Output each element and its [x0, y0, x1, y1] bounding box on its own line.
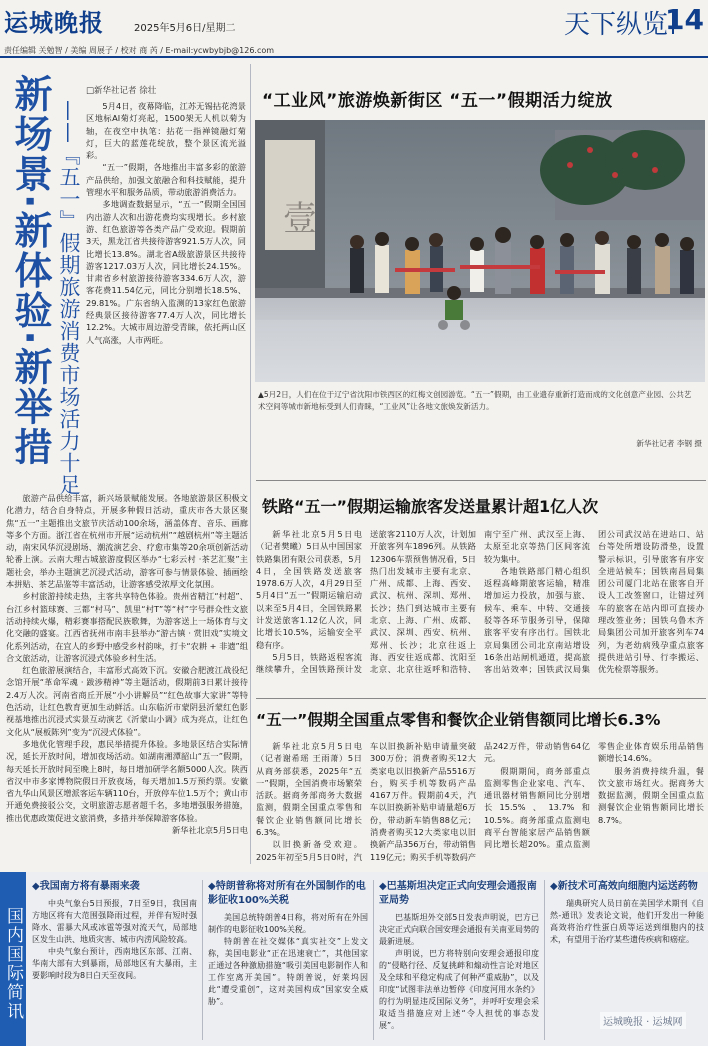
- rail-headline: 铁路“五一”假期运输旅客发送量累计超1亿人次: [262, 497, 599, 516]
- brief-title: ◆巴基斯坦决定正式向安理会通报南亚局势: [379, 881, 537, 906]
- brief-text: [32, 898, 197, 982]
- brief-item: [32, 880, 197, 1040]
- news-photo: [255, 120, 705, 382]
- lead-headline: 新场景·新体验·新举措: [8, 74, 52, 467]
- brief-paragraph: 巴基斯坦外交部5日发表声明说，巴方已决定正式向联合国安理会通报有关南亚局势的最新进展。: [379, 913, 539, 946]
- lead-paragraph: “五一”假期，各地推出丰富多彩的旅游产品供给，加强文旅融合和科技赋能，提升管理水平和服务品质，带动旅游消费活力。: [86, 162, 246, 198]
- lead-paragraph: 乡村旅游持续走热，主客共享特色体验。贵州省精江“村超”、台江乡村篮球赛、三都“村马”、凯里“村T”等“村”字号群众性文旅活动持续火爆，精彩赛事搭配民族歌舞，为游客送上一场体育与文化交融的盛宴。江西省抚州市南丰县举办“游古镇 · 赏旧戏”实境文化系列活动，在宜人的乡野中感受乡村韵味，打卡“农耕 + 非遗”组合文旅活动，让游客沉浸式体验乡村生活。: [6, 591, 248, 663]
- rail-paragraph: 各地铁路部门精心组织返程高峰期旅客运输，精准增加运力投放，加强与旅、候车、乘车、中转、交通接驳等各环节服务引导，保障旅客平安有序出行。国铁北京局集团公司北京南站增设16条出站闸机通道，提高旅客出站效率；国铁武汉局集团公司武汉站在进站口、站台等处所增设防滑垫，设置警示标识，引导旅客有序安全进站候车；国铁南昌局集团公司厦门北站在旅客自开设人工改签窗口，让错过列车的旅客在站内即可直接办理改签业务；国铁乌鲁木齐局集团公司加开旅客列车74列，为老幼病残孕重点旅客提供进站引导、行李搬运、优先检票等服务。: [484, 529, 704, 675]
- brief-item: [379, 880, 539, 1040]
- masthead: [0, 0, 708, 44]
- lead-paragraph: 旅游产品供给丰富，新兴场景赋能发展。各地旅游景区积极文化潜力，结合自身特点，开展多种假日活动，重庆市各大景区聚焦“五一”主题推出文旅节庆活动100余场，涵盖体育、音乐、画廊等多个方面。浙江省在杭州市开展“运动杭州”“越剧杭州”等主题活动，南宋风华沉浸剧场、潮流演艺会、疗愈市集等20余项创新活动轮番上演。云南大理古城旅游度假区举办“七彩云村 ·茶艺汇聚”主题社会，举办主题演艺沉浸式活动，游客可参与情景体验、插画绘本拼贴、茶艺品鉴等丰富活动，让游客感受浓厚文化氛围。: [6, 493, 248, 590]
- rail-paragraph: 新华社北京5月5日电（记者樊曦）5日从中国国家铁路集团有限公司获悉，5月4日，全国铁路发送旅客1978.6万人次，4月29日至5月4日“五一”假期运输启动以来至5月4日，全国铁路累计发送旅客1.12亿人次，同比增长10.5%，运输安全平稳有序。: [256, 529, 362, 650]
- lead-paragraph: 5月4日，夜幕降临，江苏无锡拈花湾景区地标AI菊灯亮起，1500架无人机以菊为轴，在夜空中执笔：拈花一指禅镜融灯菊灯，巨大的蓝莲花绽放，整个景区流光溢彩。: [86, 101, 246, 161]
- brief-title: ◆特朗普称将对所有在外国制作的电影征收100%关税: [208, 881, 366, 906]
- lead-dateline: 新华社北京5月5日电: [172, 825, 248, 836]
- photo-caption: ▲5月2日，人们在位于辽宁省沈阳市铁西区的红梅文创园游览。“五一”假期，由工业遗存重新打造而成的文化创意产业园、公共艺术空间等城市新地标受到人们青睐，“工业风”让各地文旅焕发新活力。: [258, 390, 692, 411]
- photo-credit: 新华社记者 李钢 摄: [636, 439, 702, 448]
- section-divider-line: [256, 698, 706, 699]
- masthead-rule: [0, 56, 708, 58]
- site-watermark: 运城晚报 · 运城网: [600, 1012, 686, 1029]
- section-divider-line: [256, 480, 706, 481]
- brief-divider: [373, 880, 374, 1040]
- brief-paragraph: 中央气象台预计，西南地区东部、江南、华南大部有大到暴雨，局部地区有大暴雨，主要影响时段为8日白天至夜间。: [32, 947, 197, 980]
- rail-paragraph: 5月5日，铁路返程客流继续攀升，全国铁路预计发送旅客2110万人次，计划加开旅客列车1896列。从铁路12306车票预售情况看，5日热门出发城市主要有北京、广州、成都、上海、西安、武汉、杭州、深圳、郑州、长沙；热门到达城市主要有北京、上海、广州、成都、武汉、深圳、西安、杭州、郑州、长沙；北京往返上海、西安往返成都、沈阳至北京、北京往返呼和浩特、南宁至广州、武汉至上海、太原至北京等热门区间客流较为集中。: [256, 529, 590, 675]
- park-crowd-photo: [255, 120, 705, 382]
- retail-body: [256, 740, 704, 866]
- lead-byline: □新华社记者 徐壮: [86, 86, 157, 96]
- brief-text: [550, 898, 704, 946]
- lead-body-col2: [6, 492, 248, 862]
- brief-section-label: 国内国际简讯: [0, 872, 26, 1046]
- brief-text: [379, 912, 539, 1032]
- rail-body: [256, 528, 704, 696]
- lead-paragraph: 多地调查数据显示，“五一”假期全国国内出游人次和出游花费均实现增长。乡村旅游、红色旅游等各类产品广受欢迎。假期前3天，黑龙江省共接待游客921.5万人次，同比增长13.8%。湖北省A级旅游景区共接待游客1217.03万人次，同比增长24.15%。甘肃省乡村旅游接待游客334.6万人次，游客花费11.54亿元，同比分别增长18.5%、29.81%。广东省纳入监测的13家红色旅游经典景区接待游客77.4万人次，同比增长12.2%。大城市周边游受青睐，依托两山区人气高涨，人市两旺。: [86, 199, 246, 345]
- brief-paragraph: 中央气象台5日预报，7日至9日，我国南方地区将有大范围强降雨过程，并伴有短时强降水、雷暴大风或冰雹等强对流天气，局部地区发生山洪、地质灾害、城市内涝风险较高。: [32, 899, 197, 944]
- brief-item: [208, 880, 368, 1040]
- sign-glyph: 壹: [283, 199, 317, 239]
- page-number: 14: [665, 3, 704, 36]
- staff-credits: 责任编辑 关勉智 / 美编 周展子 / 校对 商 芮 / E-mail:ycwbybjb@126.com: [4, 46, 275, 55]
- lead-subhead: ——『五一』假期旅游消费市场活力十足: [57, 100, 81, 496]
- column-divider: [250, 64, 251, 864]
- brief-divider: [544, 880, 545, 1040]
- section-title: 天下纵览: [563, 10, 668, 40]
- brief-title: ◆新技术可高效向细胞内运送药物: [550, 881, 698, 892]
- retail-headline: “五一”假期全国重点零售和餐饮企业销售额同比增长6.3%: [256, 711, 661, 729]
- retail-paragraph: 以旧换新备受欢迎。2025年初至5月5日0时，汽车以旧换新补贴申请量突破300万份；消费者购买12大类家电以旧换新产品5516万台，购买手机等数码产品4167万件。假期前4天，汽车以旧换新补贴申请量超6万份，带动新车销售88亿元；消费者购买12大类家电以旧换新产品356万台，带动销售119亿元；购买手机等数码产品242万件，带动销售64亿元。: [256, 741, 590, 862]
- lead-body-col1: [86, 100, 246, 490]
- issue-date: 2025年5月6日/星期二: [134, 23, 236, 34]
- brief-paragraph: 特朗普在社交媒体“真实社交”上发文称，美国电影业“正在迅速衰亡”，其他国家正通过各种激励措施“吸引美国电影制作人和工作室离开美国”。特朗普说，好莱坞因此“遭受重创”，这对美国构成“国家安全威胁”。: [208, 937, 368, 1006]
- lead-paragraph: 多地优化管理手段，惠民举措提升体验。多地景区结合实际情况，延长开放时间，增加夜场活动。如湖南湘潭韶山“五一”假期，每天延长开放时间至晚上8时，每日增加研学名额5000人次。陕西省汉中市多家博物院假日开放夜场，每天增加1.5万预约票。安徽省九华山风景区增派客运车辆110台，开放停车位1.5万个；黄山市开通免费接驳公交，文明旅游志愿者超千名，多地增强服务措施，推出优惠政策促进文旅消费，多措并举保障游客体验。: [6, 738, 248, 823]
- retail-paragraph: 新华社北京5月5日电（记者谢希瑶 王雨萧）5日从商务部获悉，2025年“五一”假期，全国消费市场繁荣活跃。据商务部商务大数据监测，假期全国重点零售和餐饮企业销售额同比增长6.3%。: [256, 741, 362, 838]
- lead-paragraph: 红色旅游展演结合，丰富形式高效下沉。安徽合肥渡江战役纪念馆开展“革命军魂 · 跋涉精神”等主题活动，假期前3日累计接待2.4万人次。河南省商丘开展“小小讲解员”“红色故事大家讲”等特色活动，让红色教育更加生动鲜活。山东临沂市蒙阴县沂蒙红色影视基地推出沉浸式实景互动演艺《沂蒙山小调》成为亮点，让红色文化从“展板陈列”变为“沉浸式体验”。: [6, 665, 248, 737]
- brief-text: [208, 912, 368, 1008]
- brief-divider: [202, 880, 203, 1040]
- tourism-headline: “工业风”旅游焕新街区 “五一”假期活力绽放: [262, 91, 613, 111]
- retail-paragraph: 服务消费持续升温，餐饮文旅市场红火。据商务大数据监测，假期全国重点监测餐饮企业销售额同比增长8.7%。: [598, 765, 704, 825]
- brief-title: ◆我国南方将有暴雨来袭: [32, 881, 140, 892]
- retail-paragraph: 假期期间，商务部重点监测零售企业家电、汽车、通讯器材销售额同比分别增长15.5%、13.7%和10.5%。商务部重点监测电商平台智能家居产品销售额同比增长超20%。重点监测零售企业体育娱乐用品销售额增长14.6%。: [484, 741, 704, 850]
- newspaper-logo: 运城晚报: [4, 9, 104, 37]
- brief-paragraph: 瑞典研究人员日前在美国学术期刊《自然-通讯》发表论文说，他们开发出一种能高效将治疗性蛋白质等运送到细胞内的技术，有望用于治疗某些遗传疾病和癌症。: [550, 899, 704, 944]
- brief-paragraph: 声明说，巴方将特别向安理会通报印度的“侵略行径、反复挑衅和煽动性言论对地区及全球和平稳定构成了何种严重威胁”，以及印度“试图非法单边暂停《印度河用水条约》的行为明显违反国际义务”，并呼吁安理会采取适当措施应对上述“令人担忧的事态发展”。: [379, 949, 539, 1030]
- brief-paragraph: 美国总统特朗普4日称，将对所有在外国制作的电影征收100%关税。: [208, 913, 368, 934]
